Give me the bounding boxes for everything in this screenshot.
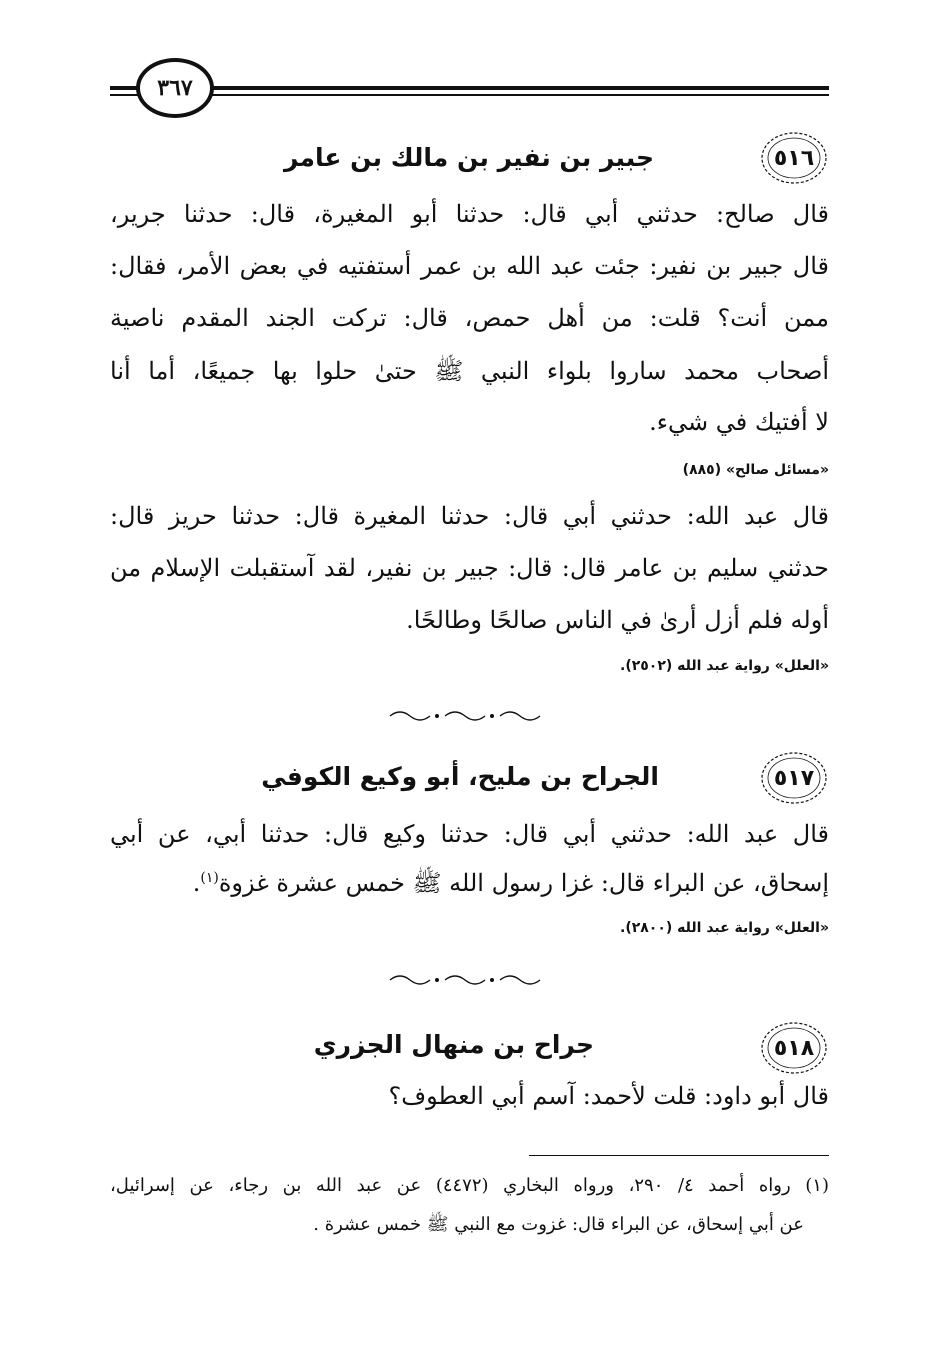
footnote-marker[interactable]: (١) [200, 870, 219, 886]
entry-number: ٥١٦ [773, 145, 815, 171]
text-line: قال صالح: حدثني أبي قال: حدثنا أبو المغيرة، قال: حدثنا جرير، [110, 200, 829, 228]
text-line: أوله فلم أزل أرىٰ في الناس صالحًا وطالحًا. [406, 606, 829, 634]
text-line: إسحاق، عن البراء قال: غزا رسول الله ﷺ خمس عشرة غزوة [218, 869, 829, 897]
source-citation: «العلل» رواية عبد الله (٢٥٠٢). [620, 658, 829, 674]
divider-ornament-icon [380, 972, 560, 988]
entry-title: جراح بن منهال الجزري [313, 1030, 594, 1059]
footnote-line: عن أبي إسحاق، عن البراء قال: غزوت مع النبي ﷺ خمس عشرة . [313, 1214, 804, 1235]
text-line: قال جبير بن نفير: جئت عبد الله بن عمر أستفتيه في بعض الأمر، فقال: [110, 252, 829, 280]
text-line: قال أبو داود: قلت لأحمد: آسم أبي العطوف؟ [388, 1082, 829, 1110]
entry-number-badge [759, 1020, 829, 1076]
header-rule [110, 86, 829, 90]
footnote-line: (١) رواه أحمد ٤/ ٢٩٠، ورواه البخاري (٤٤٧٢) عن عبد الله بن رجاء، عن إسرائيل، [110, 1175, 829, 1196]
text-line: أصحاب محمد ساروا بلواء النبي ﷺ حتىٰ حلوا بها جميعًا، أما أنا [110, 357, 829, 385]
text-line: قال عبد الله: حدثني أبي قال: حدثنا وكيع قال: حدثنا أبي، عن أبي [110, 820, 829, 848]
entry-title: الجراح بن مليح، أبو وكيع الكوفي [261, 762, 659, 791]
source-citation: «العلل» رواية عبد الله (٢٨٠٠). [620, 920, 829, 936]
entry-number-badge [759, 750, 829, 806]
entry-number-badge [759, 130, 829, 186]
source-citation: «مسائل صالح» (٨٨٥) [682, 462, 829, 478]
entry-title: جبير بن نفير بن مالك بن عامر [283, 143, 654, 172]
text-line: حدثني سليم بن عامر قال: قال: جبير بن نفير، لقد آستقبلت الإسلام من [110, 554, 829, 582]
page-number [136, 58, 214, 118]
divider-ornament-icon [380, 708, 560, 724]
text-line: ممن أنت؟ قلت: من أهل حمص، قال: تركت الجند المقدم ناصية [110, 304, 829, 332]
text-line-with-note [193, 868, 829, 903]
text-line: لا أفتيك في شيء. [649, 408, 829, 436]
text-line: قال عبد الله: حدثني أبي قال: حدثنا المغيرة قال: حدثنا حريز قال: [110, 502, 829, 530]
page-number-text: ٣٦٧ [157, 75, 193, 101]
entry-number: ٥١٧ [773, 765, 815, 791]
period: . [192, 869, 201, 897]
header-rule-thin [110, 94, 829, 96]
footnote-rule [529, 1155, 829, 1156]
entry-number: ٥١٨ [773, 1035, 815, 1061]
